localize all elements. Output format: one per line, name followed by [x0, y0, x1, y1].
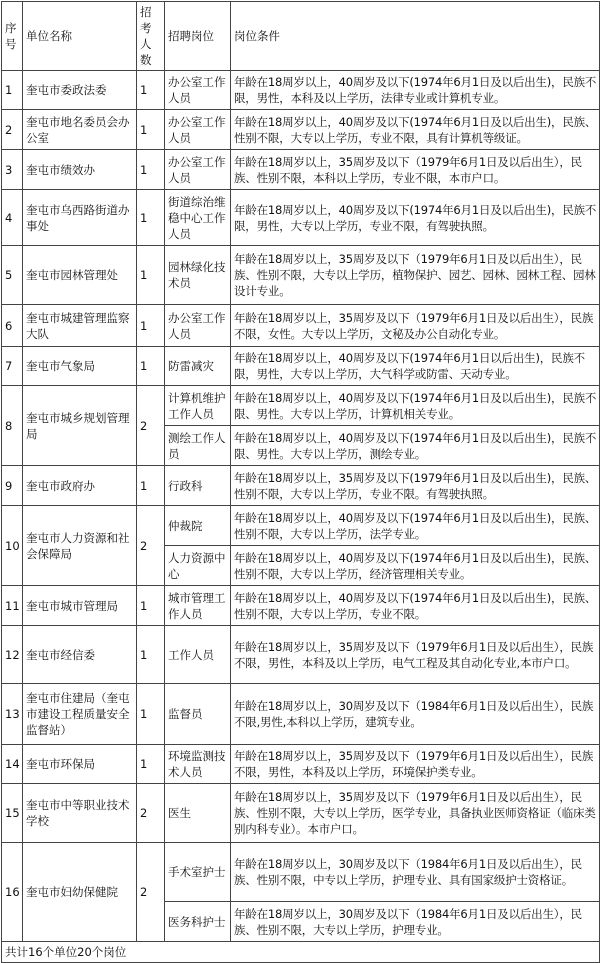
table-row	[2, 386, 600, 426]
row-unit: 奎屯市委政法委	[23, 71, 137, 110]
row-seq: 8	[2, 386, 23, 466]
row-count: 1	[137, 246, 165, 305]
row-seq: 1	[2, 71, 23, 110]
row-seq: 4	[2, 190, 23, 246]
row-position: 办公室工作人员	[165, 71, 231, 110]
row-conditions: 年龄在18周岁以上，40周岁及以下(1974年6月1日及以后出生)，民族、性别不限，大专以上学历，法学专业。	[231, 506, 600, 546]
row-seq: 7	[2, 347, 23, 386]
row-conditions: 年龄在18周岁以上，40周岁及以下(1974年6月1日及以后出生)，民族不限，男性，本科及以上学历，法律专业或计算机专业。	[231, 71, 600, 110]
table-row	[2, 843, 600, 902]
row-seq: 2	[2, 110, 23, 150]
header-seq: 序号	[2, 2, 23, 71]
row-count: 2	[137, 506, 165, 586]
table-row	[2, 71, 600, 110]
row-unit: 奎屯市城建管理监察大队	[23, 305, 137, 347]
table-body	[2, 71, 600, 963]
row-seq: 3	[2, 150, 23, 190]
row-conditions: 年龄在18周岁以上，35周岁及以下(1979年6月1日及以后出生)，民族、性别不限，大专以上学历，专业不限。有驾驶执照。	[231, 466, 600, 506]
table-row	[2, 684, 600, 745]
row-position: 办公室工作人员	[165, 110, 231, 150]
table-row	[2, 110, 600, 150]
table-row	[2, 246, 600, 305]
header-unit: 单位名称	[23, 2, 137, 71]
row-conditions: 年龄在18周岁以上，40周岁及以下(1974年6月1日及以后出生)，民族、性别不限，大专以上学历，专业不限。	[231, 586, 600, 626]
row-position: 城市管理工作人员	[165, 586, 231, 626]
table-row	[2, 190, 600, 246]
row-count: 1	[137, 150, 165, 190]
table-row	[2, 626, 600, 684]
row-seq: 16	[2, 843, 23, 942]
row-unit: 奎屯市妇幼保健院	[23, 843, 137, 942]
row-conditions: 年龄在18周岁以上，40周岁及以下(1974年6月1日及以后出生)，民族不限、男性。大专以上学历，计算机相关专业。	[231, 386, 600, 426]
table-row	[2, 150, 600, 190]
row-position: 医务科护士	[165, 902, 231, 942]
row-position: 街道综治维稳中心工作人员	[165, 190, 231, 246]
row-seq: 11	[2, 586, 23, 626]
table-row	[2, 586, 600, 626]
row-seq: 13	[2, 684, 23, 745]
row-conditions: 年龄在18周岁以上，40周岁及以下(1974年6月1日以后出生)，民族不限，男性，大专以上学历，大气科学或防雷、天动专业。	[231, 347, 600, 386]
row-count: 2	[137, 843, 165, 942]
row-count: 2	[137, 784, 165, 843]
row-conditions: 年龄在18周岁以上，40周岁及以下(1974年6月1日及以后出生)，民族不限、男性。大专以上学历，测绘专业。	[231, 426, 600, 466]
row-unit: 奎屯市经信委	[23, 626, 137, 684]
row-unit: 奎屯市住建局（奎屯市建设工程质量安全监督站）	[23, 684, 137, 745]
row-position: 人力资源中心	[165, 546, 231, 586]
row-position: 办公室工作人员	[165, 150, 231, 190]
row-unit: 奎屯市乌西路街道办事处	[23, 190, 137, 246]
row-conditions: 年龄在18周岁以上，35周岁及以下（1979年6月1日及以后出生），民族不限，男性，本科及以上学历，电气工程及其自动化专业,本市户口。	[231, 626, 600, 684]
header-conditions: 岗位条件	[231, 2, 600, 71]
row-seq: 5	[2, 246, 23, 305]
row-count: 1	[137, 347, 165, 386]
row-seq: 12	[2, 626, 23, 684]
total-row	[2, 942, 600, 963]
row-conditions: 年龄在18周岁以上，30周岁及以下（1984年6月1日及以后出生），民族不限,男性,本科以上学历，建筑专业。	[231, 684, 600, 745]
row-count: 1	[137, 190, 165, 246]
row-position: 医生	[165, 784, 231, 843]
row-seq: 9	[2, 466, 23, 506]
row-position: 行政科	[165, 466, 231, 506]
row-position: 防雷减灾	[165, 347, 231, 386]
table-row	[2, 784, 600, 843]
row-unit: 奎屯市中等职业技术学校	[23, 784, 137, 843]
row-conditions: 年龄在18周岁以上，30周岁及以下（1984年6月1日及以后出生），民族、性别不限，中专以上学历，护理专业、具有国家级护士资格证。	[231, 843, 600, 902]
row-count: 1	[137, 626, 165, 684]
row-conditions: 年龄在18周岁以上，30周岁及以下（1984年6月1日及以后出生），民族、性别不限，大专以上学历，护理专业。	[231, 902, 600, 942]
row-seq: 15	[2, 784, 23, 843]
header-position: 招聘岗位	[165, 2, 231, 71]
row-count: 1	[137, 586, 165, 626]
recruitment-table	[1, 1, 600, 963]
row-conditions: 年龄在18周岁以上，35周岁及以下（1979年6月1日及以后出生），民族不限，男性，本科及以上学历，环境保护类专业。	[231, 745, 600, 784]
table-row	[2, 466, 600, 506]
row-conditions: 年龄在18周岁以上，35周岁及以下（1979年6月1日及以后出生），民族、性别不限，大专以上学历，医学专业，具备执业医师资格证（临床类别内科专业）。本市户口。	[231, 784, 600, 843]
row-position: 环境监测技术人员	[165, 745, 231, 784]
row-unit: 奎屯市园林管理处	[23, 246, 137, 305]
total-summary: 共计16个单位20个岗位	[2, 942, 600, 963]
row-count: 1	[137, 684, 165, 745]
row-conditions: 年龄在18周岁以上，40周岁及以下(1974年6月1日及以后出生)，民族、性别不限，大专以上学历，专业不限，具有计算机等级证。	[231, 110, 600, 150]
row-conditions: 年龄在18周岁以上，40周岁及以下(1974年6月1日及以后出生)，民族不限，男性，大专以上学历，专业不限，有驾驶执照。	[231, 190, 600, 246]
recruitment-table-page	[1, 1, 599, 959]
row-conditions: 年龄在18周岁以上，35周岁及以下（1979年6月1日及以后出生），民族不限，女性。大专以上学历，文秘及办公自动化专业。	[231, 305, 600, 347]
row-position: 园林绿化技术员	[165, 246, 231, 305]
row-conditions: 年龄在18周岁以上，35周岁及以下（1979年6月1日及以后出生），民族、性别不限，本科以上学历，专业不限，本市户口。	[231, 150, 600, 190]
row-position: 计算机维护工作人员	[165, 386, 231, 426]
row-unit: 奎屯市城乡规划管理局	[23, 386, 137, 466]
row-count: 1	[137, 71, 165, 110]
header-row	[2, 2, 600, 71]
row-count: 1	[137, 466, 165, 506]
row-unit: 奎屯市人力资源和社会保障局	[23, 506, 137, 586]
row-unit: 奎屯市环保局	[23, 745, 137, 784]
row-unit: 奎屯市政府办	[23, 466, 137, 506]
row-unit: 奎屯市气象局	[23, 347, 137, 386]
row-conditions: 年龄在18周岁以上，40周岁及以下(1974年6月1日及以后出生)，民族、性别不限，大专以上学历，经济管理相关专业。	[231, 546, 600, 586]
row-unit: 奎屯市地名委员会办公室	[23, 110, 137, 150]
row-position: 办公室工作人员	[165, 305, 231, 347]
row-count: 1	[137, 305, 165, 347]
row-unit: 奎屯市城市管理局	[23, 586, 137, 626]
row-position: 监督员	[165, 684, 231, 745]
row-position: 手术室护士	[165, 843, 231, 902]
row-unit: 奎屯市绩效办	[23, 150, 137, 190]
row-seq: 14	[2, 745, 23, 784]
row-position: 测绘工作人员	[165, 426, 231, 466]
table-row	[2, 305, 600, 347]
row-count: 1	[137, 110, 165, 150]
row-conditions: 年龄在18周岁以上，35周岁及以下（1979年6月1日及以后出生），民族、性别不限，大专以上学历，植物保护、园艺、园林、园林工程、园林设计专业。	[231, 246, 600, 305]
row-count: 2	[137, 386, 165, 466]
header-count: 招考人数	[137, 2, 165, 71]
table-row	[2, 347, 600, 386]
row-position: 工作人员	[165, 626, 231, 684]
row-count: 1	[137, 745, 165, 784]
row-position: 仲裁院	[165, 506, 231, 546]
row-seq: 10	[2, 506, 23, 586]
table-row	[2, 506, 600, 546]
table-row	[2, 745, 600, 784]
row-seq: 6	[2, 305, 23, 347]
